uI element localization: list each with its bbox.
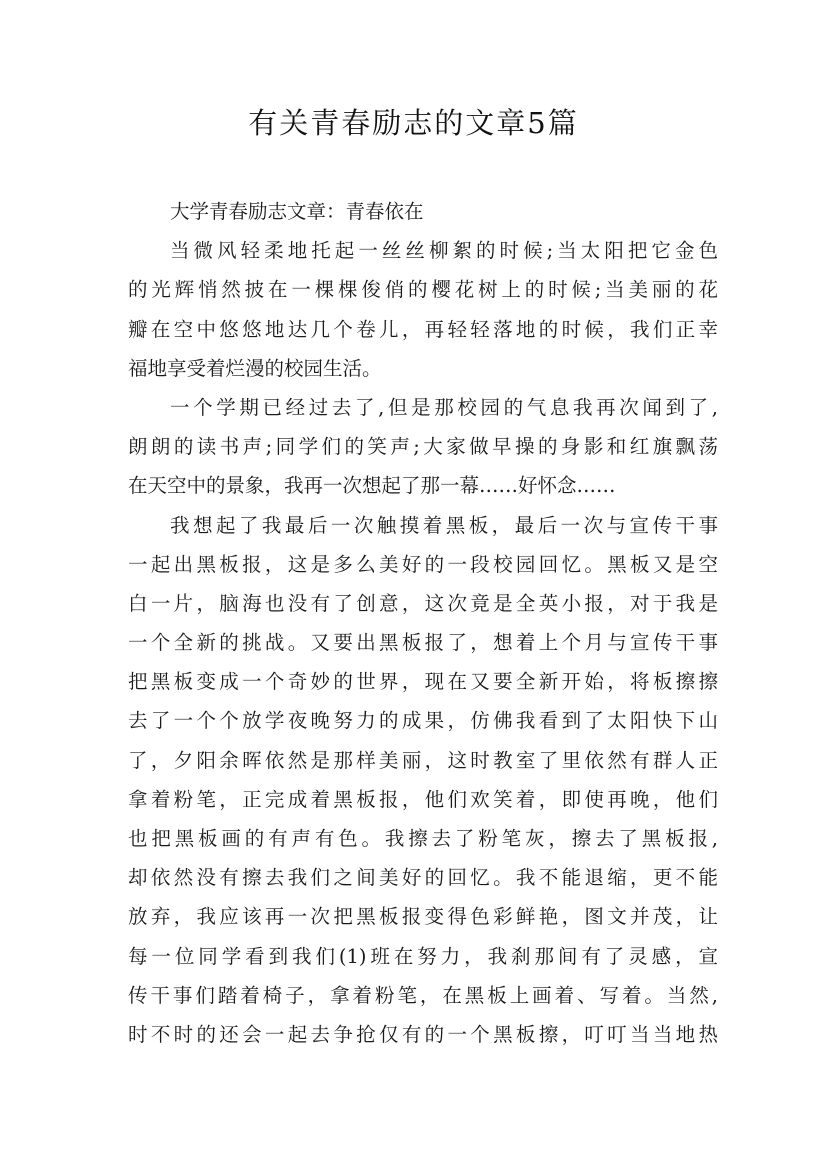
paragraph-line: 了，夕阳余晖依然是那样美丽，这时教室了里依然有群人正 [128,748,718,772]
paragraph-line: 一起出黑板报，这是多么美好的一段校园回忆。黑板又是空 [128,552,718,576]
paragraph-line: 我想起了我最后一次触摸着黑板，最后一次与宣传干事 [170,513,718,537]
paragraph-line: 每一位同学看到我们(1)班在努力，我刹那间有了灵感，宣 [128,944,718,968]
paragraph-line: 在天空中的景象，我再一次想起了那一幕……好怀念…… [128,474,616,498]
paragraph-line: 拿着粉笔，正完成着黑板报，他们欢笑着，即使再晚，他们 [128,787,718,811]
paragraph-line: 当微风轻柔地托起一丝丝柳絮的时候;当太阳把它金色 [170,239,718,263]
paragraph-line: 一个学期已经过去了,但是那校园的气息我再次闻到了, [170,395,718,419]
document-title: 有关青春励志的文章5篇 [248,106,579,140]
paragraph-line: 瓣在空中悠悠地达几个卷儿，再轻轻落地的时候，我们正幸 [128,317,718,341]
paragraph-line: 朗朗的读书声;同学们的笑声;大家做早操的身影和红旗飘荡 [128,435,718,459]
paragraph-line: 却依然没有擦去我们之间美好的回忆。我不能退缩，更不能 [128,866,718,890]
paragraph-line: 也把黑板画的有声有色。我擦去了粉笔灰，擦去了黑板报, [128,827,718,850]
paragraph-line: 福地享受着烂漫的校园生活。 [128,356,382,380]
section-heading: 大学青春励志文章：青春依在 [170,200,424,223]
paragraph-line: 传干事们踏着椅子，拿着粉笔，在黑板上画着、写着。当然, [128,983,718,1007]
paragraph-line: 的光辉悄然披在一棵棵俊俏的樱花树上的时候;当美丽的花 [128,278,718,302]
paragraph-line: 时不时的还会一起去争抢仅有的一个黑板擦，叮叮当当地热 [128,1022,718,1046]
paragraph-line: 放弃，我应该再一次把黑板报变得色彩鲜艳，图文并茂，让 [128,905,718,929]
document-body [128,192,718,1054]
paragraph-line: 去了一个个放学夜晚努力的成果，仿佛我看到了太阳快下山 [128,709,718,733]
paragraph-line: 一个全新的挑战。又要出黑板报了，想着上个月与宣传干事 [128,631,718,655]
paragraph-line: 把黑板变成一个奇妙的世界，现在又要全新开始，将板擦擦 [128,670,718,694]
paragraph-line: 白一片，脑海也没有了创意，这次竟是全英小报，对于我是 [128,591,718,615]
